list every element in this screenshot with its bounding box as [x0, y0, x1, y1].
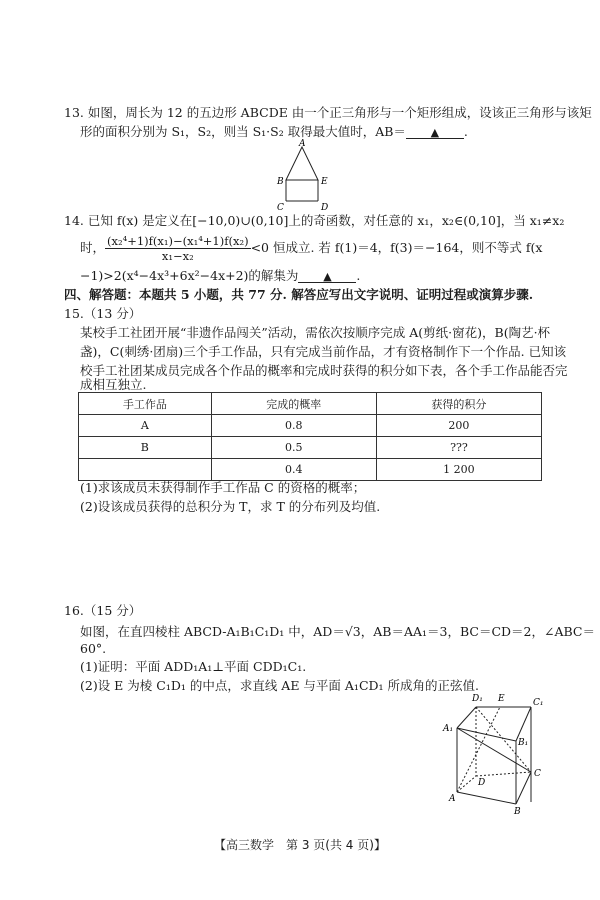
q16-sub-question-2: (2)设 E 为棱 C₁D₁ 的中点，求直线 AE 与平面 A₁CD₁ 所成角的正弦值.: [80, 678, 479, 693]
q13-label-a: A: [299, 139, 306, 149]
q13-label-d: D: [321, 203, 329, 213]
q16-label-c1: C₁: [533, 698, 544, 708]
table-cell: [79, 459, 212, 481]
q16-label-d: D: [478, 778, 486, 788]
q14-answer-blank: ▲: [298, 268, 356, 283]
q16-prism-figure: [440, 690, 550, 820]
q13-label-b: B: [277, 177, 284, 187]
table-cell: ???: [376, 437, 541, 459]
q15-sub-question-1: (1)求该成员未获得制作手工作品 C 的资格的概率；: [80, 480, 366, 495]
table-row: [79, 459, 542, 481]
table-header: 完成的概率: [211, 393, 376, 415]
q13-label-e: E: [321, 177, 328, 187]
q13-line1: 13. 如图，周长为 12 的五边形 ABCDE 由一个正三角形与一个矩形组成，设该正三角形与该矩: [64, 105, 592, 120]
q14-frac-numerator: (x₂⁴+1)f(x₁)−(x₁⁴+1)f(x₂): [107, 234, 249, 248]
q14-fraction: [105, 234, 251, 263]
q14-line2-post: <0 恒成立. 若 f(1)＝4，f(3)＝−164，则不等式 f(x: [250, 240, 543, 255]
q14-line3: [80, 267, 360, 284]
q16-label-e: E: [498, 694, 505, 704]
q16-sub-question-1: (1)证明：平面 ADD₁A₁⊥平面 CDD₁C₁.: [80, 659, 307, 674]
q16-heading: 16.（15 分）: [64, 603, 142, 618]
q16-label-c: C: [534, 769, 541, 779]
q15-paragraph-2: 盏)，C(刺绣·团扇)三个手工作品，只有完成当前作品，才有资格制作下一个作品. 已知该: [80, 344, 567, 359]
table-row: [79, 415, 542, 437]
table-cell: A: [79, 415, 212, 437]
q15-heading: 15.（13 分）: [64, 306, 142, 321]
q14-line2-pre: 时，: [80, 240, 106, 255]
table-cell: 0.8: [211, 415, 376, 437]
table-row: [79, 437, 542, 459]
table-cell: 0.4: [211, 459, 376, 481]
table-cell: 0.5: [211, 437, 376, 459]
page-footer: 【高三数学 第 3 页(共 4 页)】: [214, 838, 386, 852]
q13-line2-text: 形的面积分别为 S₁，S₂，则当 S₁·S₂ 取得最大值时，AB＝: [80, 124, 406, 139]
section-heading: 四、解答题：本题共 5 小题，共 77 分. 解答应写出文字说明、证明过程或演算步骤.: [64, 287, 534, 302]
q16-paragraph-1: 如图，在直四棱柱 ABCD-A₁B₁C₁D₁ 中，AD＝√3，AB＝AA₁＝3，BC＝CD＝2，∠ABC＝: [80, 624, 595, 639]
q15-sub-question-2: (2)设该成员获得的总积分为 T，求 T 的分布列及均值.: [80, 499, 381, 514]
q16-label-a1: A₁: [443, 724, 454, 734]
q15-score-table: [78, 392, 542, 481]
table-header: 获得的积分: [376, 393, 541, 415]
q16-paragraph-2: 60°.: [80, 641, 107, 656]
q15-paragraph-4: 成相互独立.: [80, 377, 147, 392]
q14-frac-denominator: x₁−x₂: [161, 249, 194, 263]
q13-answer-blank: ▲: [406, 124, 464, 139]
q16-label-b: B: [514, 807, 521, 817]
q16-label-a: A: [449, 794, 456, 804]
q16-label-d1: D₁: [472, 694, 483, 704]
q13-label-c: C: [277, 203, 284, 213]
table-cell: 1 200: [376, 459, 541, 481]
q16-label-b1: B₁: [518, 738, 529, 748]
q13-line2-end: .: [463, 124, 468, 139]
q14-line3-text: −1)>2(x⁴−4x³+6x²−4x+2)的解集为: [80, 268, 299, 283]
q14-line3-end: .: [356, 268, 361, 283]
q15-paragraph-3: 校手工社团某成员完成各个作品的概率和完成时获得的积分如下表，各个手工作品能否完: [80, 363, 568, 378]
table-cell: 200: [376, 415, 541, 437]
table-header-row: [79, 393, 542, 415]
q13-pentagon-figure: [270, 138, 340, 213]
table-header: 手工作品: [79, 393, 212, 415]
table-cell: B: [79, 437, 212, 459]
q15-paragraph-1: 某校手工社团开展“非遗作品闯关”活动，需依次按顺序完成 A(剪纸·窗花)，B(陶艺·杯: [80, 325, 551, 340]
q14-line2: [80, 233, 542, 263]
q14-line1: 14. 已知 f(x) 是定义在[−10,0)∪(0,10]上的奇函数，对任意的 x₁，x₂∈(0,10]，当 x₁≠x₂: [64, 213, 565, 228]
